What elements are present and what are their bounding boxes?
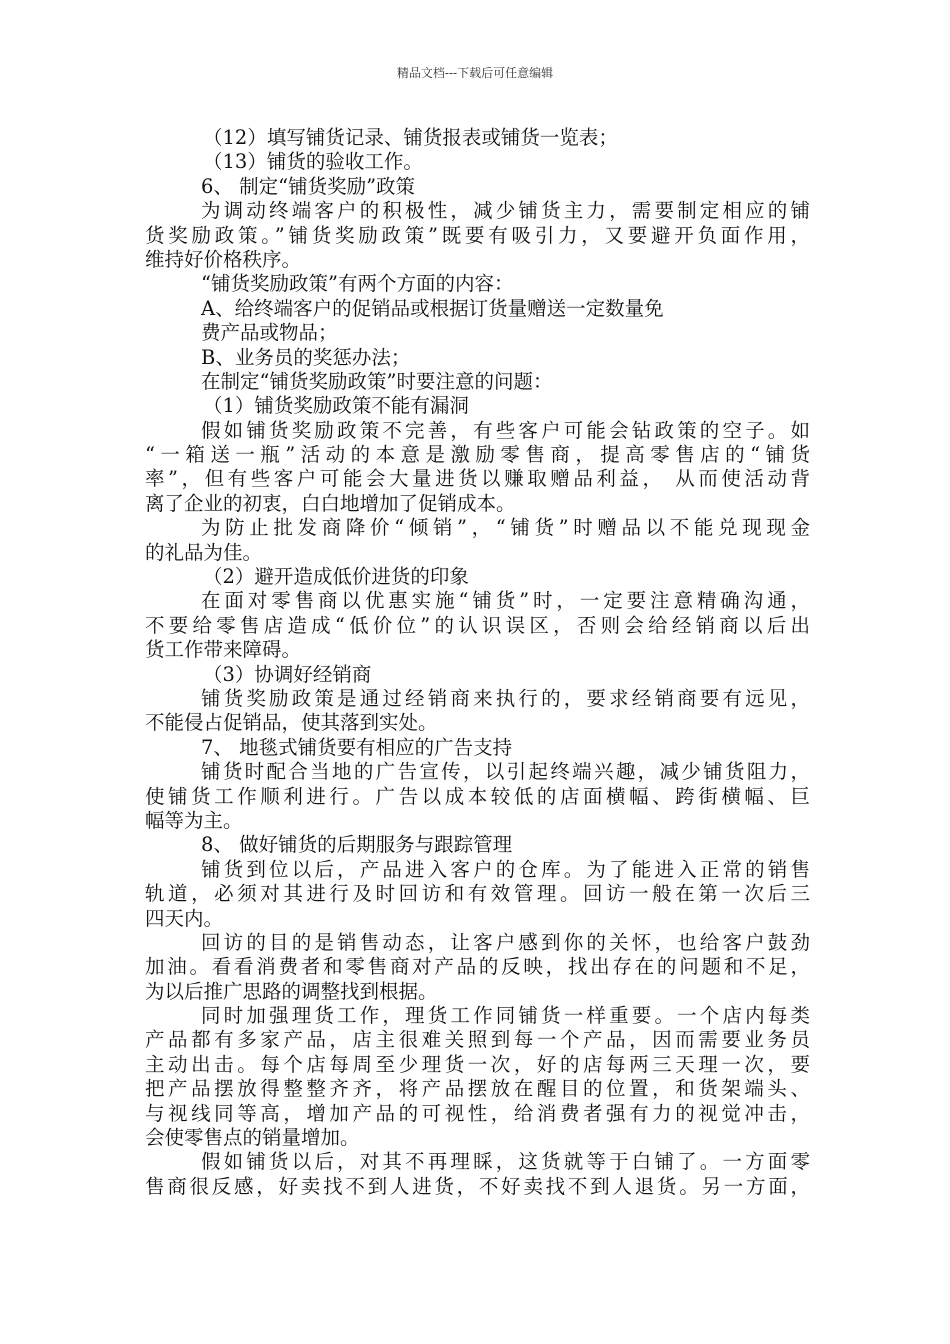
text-line: B、业务员的奖惩办法； [201, 345, 411, 369]
text-line: 会使零售点的销量增加。 [145, 1126, 360, 1150]
text-line: “铺货奖励政策”有两个方面的内容： [201, 272, 514, 296]
text-line: 产品都有多家产品，店主很难关照到每一个产品，因而需要业务员 [145, 1028, 810, 1052]
text-line: 为调动终端客户的积极性，减少铺货主力，需要制定相应的铺 [201, 199, 810, 223]
text-line: 轨道，必须对其进行及时回访和有效管理。回访一般在第一次后三 [145, 882, 810, 906]
text-line: 8、 做好铺货的后期服务与跟踪管理 [201, 833, 513, 857]
text-line: 不要给零售店造成“低价位”的认识误区，否则会给经销商以后出 [145, 613, 810, 637]
text-line: 的礼品为佳。 [145, 540, 263, 564]
text-line: 在制定“铺货奖励政策”时要注意的问题： [201, 369, 553, 393]
text-line: 6、 制定“铺货奖励”政策 [201, 174, 416, 198]
text-line: 铺货到位以后，产品进入客户的仓库。为了能进入正常的销售 [201, 857, 810, 881]
text-line: 货奖励政策。”铺货奖励政策”既要有吸引力，又要避开负面作用， [145, 223, 810, 247]
text-line: 同时加强理货工作，理货工作同铺货一样重要。一个店内每类 [201, 1004, 810, 1028]
text-line: （2）避开造成低价进货的印象 [203, 565, 469, 589]
text-line: 为防止批发商降价“倾销”，“铺货”时赠品以不能兑现现金 [201, 516, 810, 540]
text-line: 费产品或物品； [201, 321, 338, 345]
page-header: 精品文档---下载后可任意编辑 [396, 66, 554, 80]
text-line: 7、 地毯式铺货要有相应的广告支持 [201, 735, 513, 759]
text-line: 铺货奖励政策是通过经销商来执行的，要求经销商要有远见， [201, 686, 810, 710]
text-line: 假如铺货以后，对其不再理睬，这货就等于白铺了。一方面零 [201, 1150, 810, 1174]
text-line: 与视线同等高，增加产品的可视性，给消费者强有力的视觉冲击， [145, 1101, 810, 1125]
text-line: 加油。看看消费者和零售商对产品的反映，找出存在的问题和不足， [145, 955, 810, 979]
text-line: 不能侵占促销品，使其落到实处。 [145, 711, 438, 735]
text-line: A、给终端客户的促销品或根据订货量赠送一定数量免 [201, 296, 664, 320]
text-line: 货工作带来障碍。 [145, 638, 302, 662]
text-line: 售商很反感，好卖找不到人进货，不好卖找不到人退货。另一方面， [145, 1174, 810, 1198]
text-line: “一箱送一瓶”活动的本意是激励零售商，提高零售店的“铺货 [145, 443, 810, 467]
text-line: 使铺货工作顺利进行。广告以成本较低的店面横幅、跨街横幅、巨 [145, 784, 810, 808]
text-line: 主动出击。每个店每周至少理货一次，好的店每两三天理一次，要 [145, 1052, 810, 1076]
text-line: 回访的目的是销售动态，让客户感到你的关怀，也给客户鼓劲 [201, 930, 810, 954]
text-line: 在面对零售商以优惠实施“铺货”时，一定要注意精确沟通， [201, 589, 810, 613]
text-line: 离了企业的初衷，白白地增加了促销成本。 [145, 491, 516, 515]
text-line: 维持好价格秩序。 [145, 247, 302, 271]
text-line: （1）铺货奖励政策不能有漏洞 [203, 394, 469, 418]
text-line: 四天内。 [145, 906, 224, 930]
text-line: （3）协调好经销商 [203, 662, 372, 686]
text-line: 把产品摆放得整整齐齐，将产品摆放在醒目的位置，和货架端头、 [145, 1077, 810, 1101]
text-line: 假如铺货奖励政策不完善，有些客户可能会钻政策的空子。如 [201, 418, 810, 442]
text-line: 率”，但有些客户可能会大量进货以赚取赠品利益， 从而使活动背 [145, 467, 810, 491]
text-line: （13）铺货的验收工作。 [203, 150, 423, 174]
text-line: 为以后推广思路的调整找到根据。 [145, 979, 438, 1003]
document-body [145, 126, 810, 1199]
text-line: （12）填写铺货记录、铺货报表或铺货一览表； [203, 126, 618, 149]
text-line: 幅等为主。 [145, 808, 243, 832]
text-line: 铺货时配合当地的广告宣传，以引起终端兴趣，减少铺货阻力， [201, 760, 810, 784]
